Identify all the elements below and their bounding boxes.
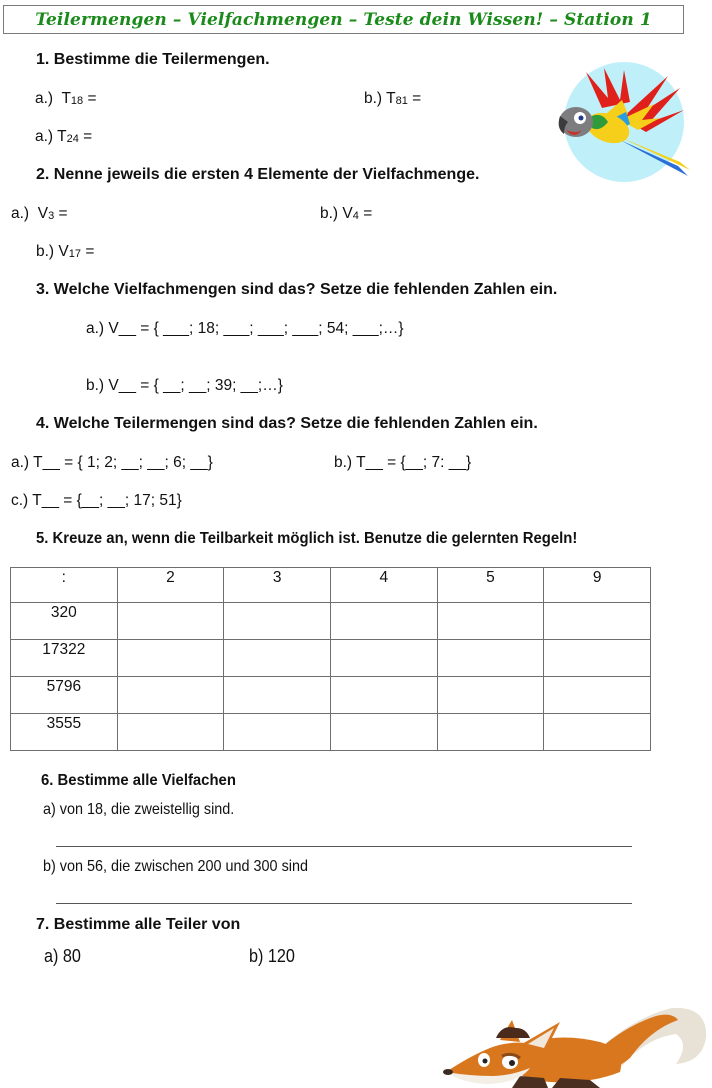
section7-heading: 7. Bestimme alle Teiler von xyxy=(36,916,241,933)
section1-heading: 1. Bestimme die Teilermengen. xyxy=(36,51,270,68)
section2-item-c xyxy=(36,243,94,261)
checkbox-cell[interactable] xyxy=(117,640,224,677)
checkbox-cell[interactable] xyxy=(117,677,224,714)
item-label: b.) xyxy=(36,243,55,260)
row-number-cell: 5796 xyxy=(11,677,118,714)
section6-item-a: a) von 18, die zweistellig sind. xyxy=(43,801,235,818)
checkbox-cell[interactable] xyxy=(544,640,651,677)
table-row xyxy=(11,603,651,640)
checkbox-cell[interactable] xyxy=(224,640,331,677)
table-header-cell: 4 xyxy=(330,568,437,603)
item-symbol: T xyxy=(57,128,67,145)
item-equals: = xyxy=(363,205,373,222)
checkbox-cell[interactable] xyxy=(330,603,437,640)
item-subscript: 81 xyxy=(395,95,408,107)
item-label: b.) xyxy=(320,205,339,222)
section5-heading: 5. Kreuze an, wenn die Teilbarkeit möglich ist. Benutze die gelernten Regeln! xyxy=(36,530,578,547)
section2-heading: 2. Nenne jeweils die ersten 4 Elemente der Vielfachmenge. xyxy=(36,166,480,183)
row-number-cell: 3555 xyxy=(11,714,118,751)
item-equals: = xyxy=(85,243,95,260)
section7-item-a: a) 80 xyxy=(44,946,81,966)
item-symbol: V xyxy=(37,205,49,222)
item-symbol: T xyxy=(61,90,71,107)
section6-heading: 6. Bestimme alle Vielfachen xyxy=(41,772,236,789)
row-number-cell: 320 xyxy=(11,603,118,640)
parrot-icon xyxy=(550,58,692,182)
section2-item-b xyxy=(320,205,372,223)
checkbox-cell[interactable] xyxy=(117,714,224,751)
item-subscript: 17 xyxy=(68,248,81,260)
table-header-cell: 5 xyxy=(437,568,544,603)
table-header-row xyxy=(11,568,651,603)
item-equals: = xyxy=(412,90,422,107)
checkbox-cell[interactable] xyxy=(437,677,544,714)
table-row xyxy=(11,640,651,677)
section2-item-a xyxy=(11,205,68,223)
checkbox-cell[interactable] xyxy=(330,640,437,677)
section4-item-a: a.) T__ = { 1; 2; __; __; 6; __} xyxy=(11,454,213,471)
fox-icon xyxy=(440,998,712,1088)
table-header-cell: 3 xyxy=(224,568,331,603)
item-equals: = xyxy=(83,128,93,145)
item-label: a.) xyxy=(35,90,54,107)
checkbox-cell[interactable] xyxy=(224,603,331,640)
section1-item-a xyxy=(35,90,97,108)
checkbox-cell[interactable] xyxy=(544,603,651,640)
section1-item-b xyxy=(364,90,421,108)
checkbox-cell[interactable] xyxy=(117,603,224,640)
section7-item-b: b) 120 xyxy=(249,946,295,966)
item-label: a.) xyxy=(11,205,30,222)
item-symbol: V xyxy=(342,205,353,222)
answer-line-b[interactable] xyxy=(56,903,632,904)
section6-item-b: b) von 56, die zwischen 200 und 300 sind xyxy=(43,858,308,875)
worksheet-title: Teilermengen – Vielfachmengen – Teste dein Wissen! – Station 1 xyxy=(35,9,652,30)
row-number-cell: 17322 xyxy=(11,640,118,677)
answer-line-a[interactable] xyxy=(56,846,632,847)
item-subscript: 18 xyxy=(70,95,84,107)
item-label: b.) xyxy=(364,90,383,107)
section4-heading: 4. Welche Teilermengen sind das? Setze die fehlenden Zahlen ein. xyxy=(36,415,538,432)
table-header-cell: : xyxy=(11,568,118,603)
table-row xyxy=(11,677,651,714)
checkbox-cell[interactable] xyxy=(544,714,651,751)
checkbox-cell[interactable] xyxy=(224,714,331,751)
checkbox-cell[interactable] xyxy=(224,677,331,714)
checkbox-cell[interactable] xyxy=(437,714,544,751)
item-equals: = xyxy=(87,90,97,107)
item-subscript: 3 xyxy=(48,210,55,222)
worksheet-title-box xyxy=(3,5,684,34)
checkbox-cell[interactable] xyxy=(330,714,437,751)
section1-item-c xyxy=(35,128,92,146)
section4-item-c: c.) T__ = {__; __; 17; 51} xyxy=(11,492,182,509)
checkbox-cell[interactable] xyxy=(437,603,544,640)
divisibility-table xyxy=(10,567,651,751)
item-symbol: T xyxy=(386,90,396,107)
section3-item-b: b.) V__ = { __; __; 39; __;…} xyxy=(86,377,283,394)
section3-heading: 3. Welche Vielfachmengen sind das? Setze die fehlenden Zahlen ein. xyxy=(36,281,558,298)
item-subscript: 24 xyxy=(66,133,79,145)
section4-item-b: b.) T__ = {__; 7: __} xyxy=(334,454,472,471)
table-header-cell: 2 xyxy=(117,568,224,603)
section3-item-a: a.) V__ = { ___; 18; ___; ___; ___; 54; ___;…} xyxy=(86,320,404,337)
item-equals: = xyxy=(58,205,68,222)
checkbox-cell[interactable] xyxy=(330,677,437,714)
item-subscript: 4 xyxy=(352,210,359,222)
table-row xyxy=(11,714,651,751)
checkbox-cell[interactable] xyxy=(544,677,651,714)
table-header-cell: 9 xyxy=(544,568,651,603)
item-symbol: V xyxy=(58,243,69,260)
checkbox-cell[interactable] xyxy=(437,640,544,677)
item-label: a.) xyxy=(35,128,54,145)
